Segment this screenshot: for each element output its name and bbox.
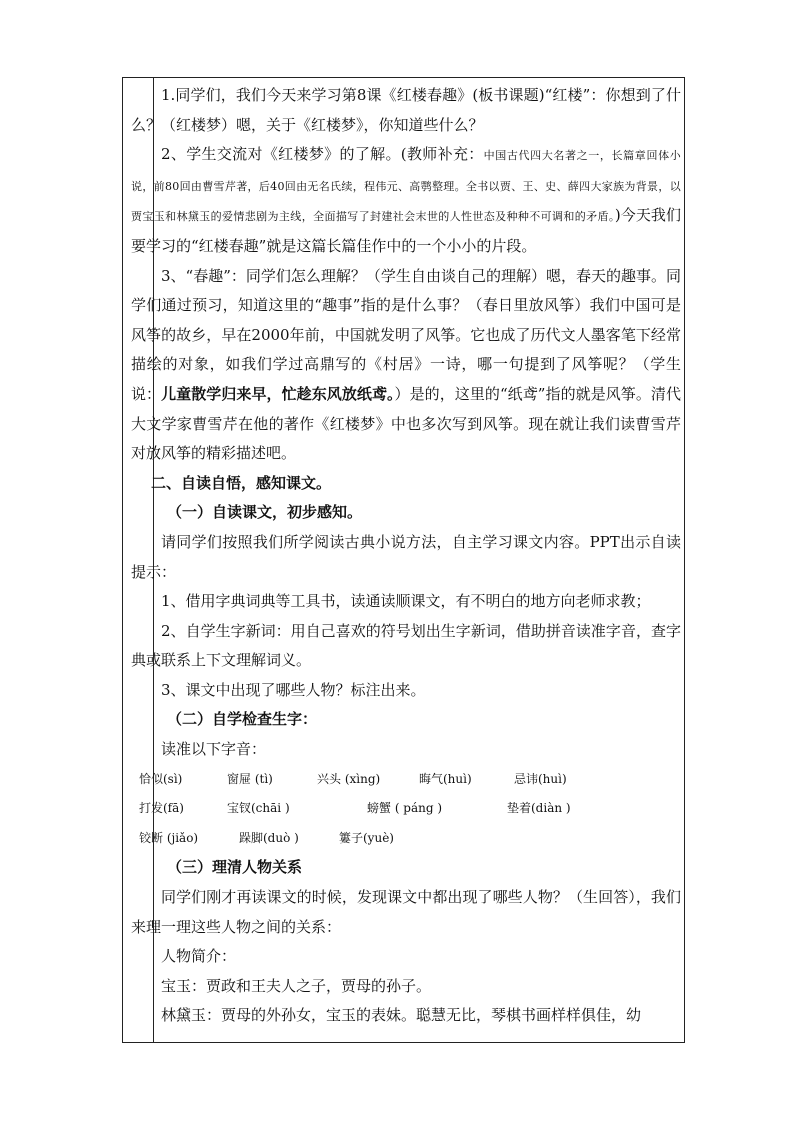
char-item: 恰似(sì) bbox=[139, 771, 183, 786]
char-item: 打发(fā) bbox=[139, 801, 184, 816]
subheading-2: （二）自学检查生字： bbox=[167, 710, 318, 729]
tip-2: 2、自学生字新词：用自己喜欢的符号划出生字新词，借助拼音读准字音，查字典或联系上下文理解词义。 bbox=[131, 621, 681, 670]
person-daiyu: 林黛玉：贾母的外孙女，宝玉的表妹。聪慧无比，琴棋书画样样俱佳，幼 bbox=[161, 1006, 642, 1025]
char-item: 螃蟹 ( páng ) bbox=[367, 801, 443, 816]
section-heading: 二、自读自悟，感知课文。 bbox=[151, 473, 332, 492]
subheading-1: （一）自读课文，初步感知。 bbox=[167, 503, 363, 522]
char-item: 铰断 (jiǎo) bbox=[139, 830, 199, 845]
char-item: 晦气(huì) bbox=[419, 771, 472, 786]
char-item: 宝钗(chāi ) bbox=[227, 801, 290, 816]
tip-1: 1、借用字典词典等工具书，读通读顺课文，有不明白的地方向老师求教； bbox=[161, 592, 651, 611]
intro2-text-b: )今天我们要学习的“红楼春趣”就是这篇长篇佳作中的一个小小的片段。 bbox=[131, 206, 681, 255]
lesson-content bbox=[131, 81, 681, 1031]
intro-paragraph-1: 1.同学们，我们今天来学习第8课《红楼春趣》(板书课题)“红楼”：你想到了什么？（红楼梦）嗯，关于《红楼梦》，你知道些什么？ bbox=[131, 86, 681, 134]
char-item: 忌讳(huì) bbox=[514, 771, 567, 786]
poem-quote: 儿童散学归来早，忙趁东风放纸鸢。 bbox=[161, 384, 395, 403]
tip-3: 3、课文中出现了哪些人物？标注出来。 bbox=[161, 680, 426, 699]
read-prompt: 读准以下字音： bbox=[161, 740, 267, 759]
char-item: 窗屉 (tì) bbox=[227, 771, 273, 786]
intro-paragraph-2 bbox=[131, 140, 681, 261]
intro-paragraph-3 bbox=[131, 262, 681, 469]
char-row-3 bbox=[131, 824, 681, 854]
read-instruction: 请同学们按照我们所学阅读古典小说方法，自主学习课文内容。PPT出示自读提示： bbox=[131, 532, 681, 581]
char-item: 簍子(yuè) bbox=[339, 830, 394, 845]
people-intro: 人物简介： bbox=[161, 947, 237, 966]
char-item: 兴头 (xìng) bbox=[317, 771, 381, 786]
char-item: 跺脚(duò ) bbox=[239, 830, 299, 845]
subheading-3: （三）理清人物关系 bbox=[167, 858, 303, 877]
char-row-1 bbox=[131, 765, 681, 795]
char-item: 垫着(diàn ) bbox=[507, 801, 571, 816]
intro3-text-b: ）是的，这里的“纸鸢”指的就是风筝。清代大文学家曹雪芹在他的著作《红楼梦》中也多次写到风筝。现在就让我们读曹雪芹对放风筝的精彩描述吧。 bbox=[131, 384, 681, 463]
person-baoyu: 宝玉：贾政和王夫人之子，贾母的孙子。 bbox=[161, 976, 432, 995]
char-row-2 bbox=[131, 794, 681, 824]
teacher-note: 中国古代四大名著之一，长篇章回体小说，前80回由曹雪芹著，后40回由无名氏续，程伟元、高鹗整理。全书以贾、王、史、薛四大家族为背景，以贾宝玉和林黛玉的爱情悲剧为主线，全面描写了封建社会末世的人性世态及种种不可调和的矛盾。 bbox=[131, 149, 681, 224]
intro2-text-a: 2、学生交流对《红楼梦》的了解。(教师补充： bbox=[161, 145, 484, 164]
intro3-text-a: 3、“春趣”：同学们怎么理解？（学生自由谈自己的理解）嗯，春天的趣事。同学们通过预习，知道这里的“趣事”指的是什么事？（春日里放风筝）我们中国可是风筝的故乡，早在2000年前，中国就发明了风筝。它也成了历代文人墨客笔下经常描绘的对象，如我们学过高鼎写的《村居》一诗，哪一句提到了风筝呢？（学生说： bbox=[131, 266, 681, 403]
relation-paragraph: 同学们刚才再读课文的时候，发现课文中都出现了哪些人物？（生回答），我们来理一理这些人物之间的关系： bbox=[131, 888, 681, 936]
